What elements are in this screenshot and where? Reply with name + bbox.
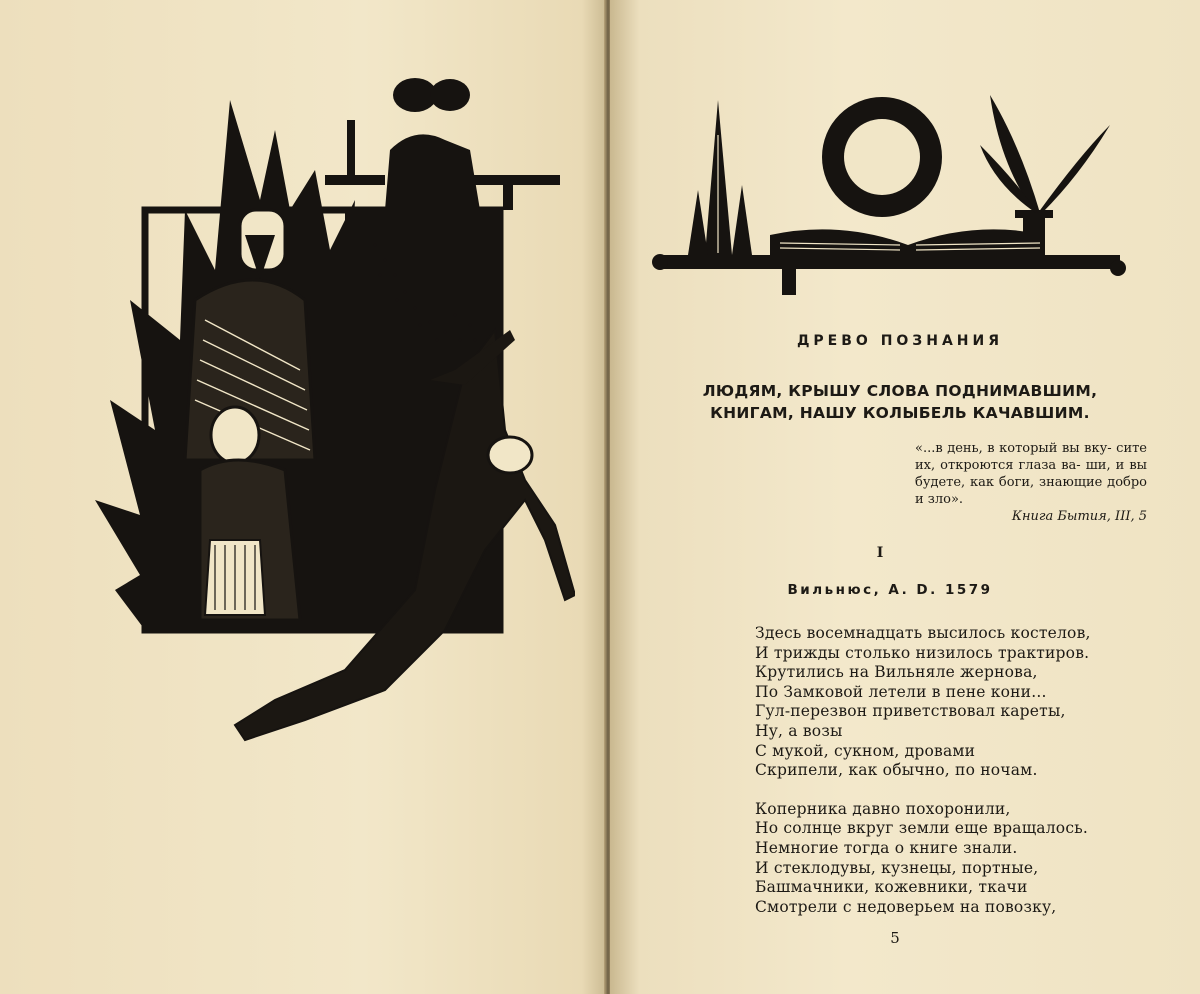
chapter-title: Вильнюс, A. D. 1579 (787, 582, 993, 598)
dedication-line: КНИГАМ, НАШУ КОЛЫБЕЛЬ КАЧАВШИМ. (710, 404, 1090, 422)
poem-line: Но солнце вкруг земли еще вращалось. (755, 819, 1088, 838)
poem-line: С мукой, сукном, дровами (755, 741, 976, 760)
stanza-break (755, 781, 1175, 800)
poem-line: Коперника давно похоронили, (755, 799, 1011, 818)
poem-line: Крутились на Вильняле жернова, (755, 663, 1038, 682)
section-title: ДРЕВО ПОЗНАНИЯ (796, 333, 1004, 349)
dedication (700, 380, 1100, 424)
page-number: 5 (890, 929, 900, 947)
poem-line: Ну, а возы (755, 721, 843, 740)
poem-line: Башмачники, кожевники, ткачи (755, 878, 1028, 897)
chapter-number: I (876, 545, 884, 561)
poem-line: Смотрели с недоверьем на повозку, (755, 897, 1057, 916)
woodcut-illustration (85, 70, 575, 750)
poem-line: И стеклодувы, кузнецы, портные, (755, 858, 1039, 877)
poem (755, 624, 1175, 917)
poem-line: Немногие тогда о книге знали. (755, 838, 1018, 857)
right-page (610, 0, 1200, 994)
dedication-line: ЛЮДЯМ, КРЫШУ СЛОВА ПОДНИМАВШИМ, (702, 382, 1098, 400)
poem-line: Скрипели, как обычно, по ночам. (755, 761, 1038, 780)
poem-line: Здесь восемнадцать высилось костелов, (755, 624, 1091, 642)
decorative-headpiece (650, 95, 1130, 305)
poem-line: Гул-перезвон приветствовал кареты, (755, 702, 1066, 721)
epigraph-source: Книга Бытия, III, 5 (1011, 509, 1147, 524)
poem-line: По Замковой летели в пене кони... (755, 682, 1047, 701)
epigraph-text: «...в день, в который вы вку- сите их, откроются глаза ва- ши, и вы будете, как боги, знающие добро и зло». (915, 441, 1147, 507)
poem-line: И трижды столько низилось трактиров. (755, 643, 1090, 662)
